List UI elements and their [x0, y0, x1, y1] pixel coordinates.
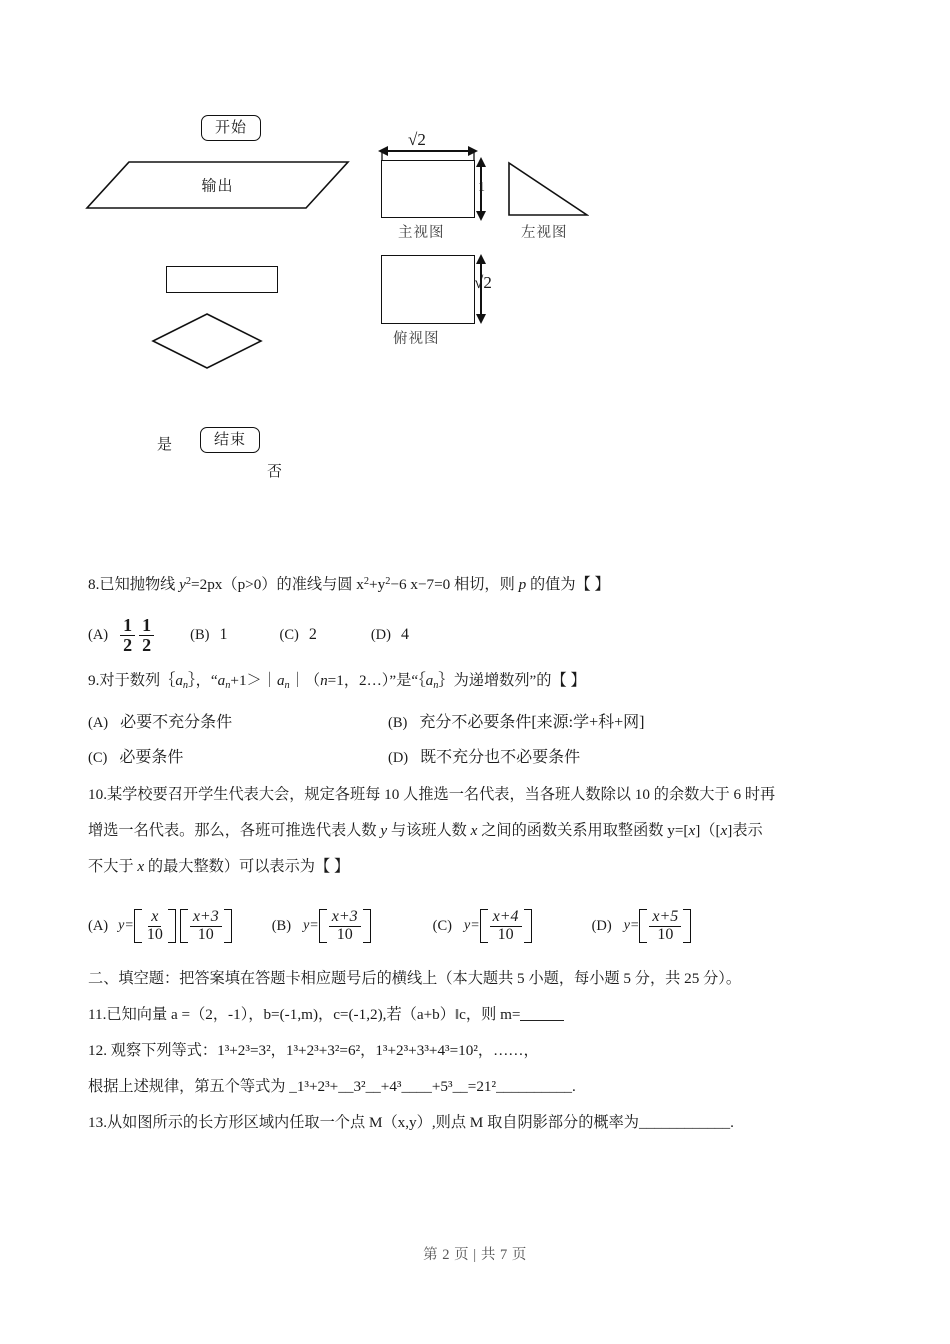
question-10	[88, 777, 878, 955]
q10-l2-x2: x	[688, 822, 696, 840]
flowchart-decision-diamond	[151, 312, 263, 370]
question-12-line-2: 根据上述规律，第五个等式为 _1³+2³+__3²__+4³____+5³__=21²__________.	[88, 1078, 576, 1096]
q9-a3: a	[276, 672, 285, 690]
question-8-options	[88, 612, 878, 658]
q9-a1: a	[175, 672, 183, 690]
q9-n1: n	[182, 680, 189, 692]
q9-option-d	[388, 744, 580, 767]
q8-mid3: −6 x−7=0 相切，则	[390, 576, 519, 594]
q10-option-c	[433, 909, 532, 944]
q10-b-frac-den: 10	[336, 925, 353, 943]
q10-a-frac2-num: x+3	[190, 909, 222, 927]
bracket-right	[524, 909, 532, 944]
q10-option-a-tag: (A)	[88, 917, 109, 934]
bracket-left	[319, 909, 327, 944]
q10-option-c-tag: (C)	[432, 917, 452, 934]
question-9-stem	[88, 664, 878, 703]
side-view-caption: 左视图	[521, 225, 568, 241]
question-12-line-1: 12. 观察下列等式：1³+2³=3²，1³+2³+3²=6²，1³+2³+3³+4³=10²，……，	[88, 1042, 539, 1060]
q9-p2: ｝，“	[188, 672, 218, 690]
q8-suffix: 的值为【 】	[526, 576, 610, 594]
front-view-width-label: √2	[408, 130, 426, 149]
q10-option-d-tag: (D)	[591, 917, 612, 934]
bracket-right	[168, 909, 176, 944]
q10-d-frac-den: 10	[657, 925, 674, 943]
flowchart-end-label: 结束	[213, 431, 246, 448]
q10-c-frac-num: x+4	[490, 909, 522, 927]
q8-option-a-tag: (A)	[88, 626, 109, 643]
question-9-options-row-2	[88, 738, 878, 773]
q10-a-frac2	[190, 909, 222, 944]
q8-option-a-frac2	[139, 616, 154, 655]
question-8-stem	[88, 565, 878, 602]
q8-p: p	[518, 576, 527, 594]
question-10-options	[88, 897, 878, 955]
bracket-right	[224, 909, 232, 944]
q10-option-c-lhs: y=	[463, 918, 480, 934]
q8-stem-prefix: 8.已知抛物线	[88, 576, 180, 594]
q10-option-d-lhs: y=	[623, 918, 640, 934]
flowchart-output-label: 输出	[201, 178, 234, 195]
q10-a-frac2-den: 10	[197, 925, 214, 943]
q10-option-a-bracket-1	[134, 909, 176, 944]
q8-option-c-tag: (C)	[279, 626, 299, 643]
flowchart-output-parallelogram	[85, 160, 350, 210]
q10-d-frac	[649, 909, 681, 944]
q8-frac1-den: 2	[123, 634, 133, 655]
q8-frac1-num: 1	[120, 616, 135, 636]
flowchart-start-label: 开始	[214, 119, 247, 136]
q9-p3: +1＞｜	[230, 672, 277, 690]
q10-l2-p2: 与该班人数	[387, 822, 471, 840]
q10-a-frac1	[144, 909, 166, 944]
bracket-left	[480, 909, 488, 944]
q9-a4: a	[425, 672, 434, 690]
figure-area	[0, 0, 950, 520]
top-view-rect	[381, 255, 475, 324]
q9-p5: =1，2…）”是“｛	[327, 672, 426, 690]
question-9	[88, 664, 878, 773]
q8-option-a-frac1	[120, 616, 135, 655]
q10-option-a-lhs: y=	[118, 918, 134, 934]
q9-p6: ｝为递增数列”的【 】	[438, 672, 586, 690]
q10-l2-y: y	[380, 822, 388, 840]
q9-option-c	[88, 744, 388, 767]
q9-option-b-text: 充分不必要条件[来源:学+科+网]	[419, 714, 645, 732]
question-9-options-row-1	[88, 703, 878, 738]
q8-frac2-num: 1	[139, 616, 154, 636]
question-11-text: 11.已知向量 a =（2，-1），b=(-1,m)，c=(-1,2),若（a+b）‖c，则 m=	[88, 1006, 521, 1024]
top-view-height-label: √2	[474, 273, 492, 292]
bracket-right	[683, 909, 691, 944]
q8-mid2: +y	[369, 576, 386, 594]
q10-c-frac-den: 10	[497, 925, 514, 943]
q9-n4: n	[433, 680, 439, 692]
q10-l2-p4: ]（[	[695, 822, 721, 840]
question-13: 13.从如图所示的长方形区域内任取一个点 M（x,y）,则点 M 取自阴影部分的概率为____________.	[88, 1114, 734, 1132]
q8-option-b-tag: (B)	[190, 626, 210, 643]
q10-option-d	[592, 909, 692, 944]
q10-option-a-bracket-2	[180, 909, 232, 944]
q10-l3-p1: 不大于	[88, 858, 138, 876]
page-footer	[0, 1243, 950, 1264]
q8-sup3: 2	[385, 576, 391, 587]
q9-n2: n	[225, 680, 231, 692]
q8-sup1: 2	[185, 576, 192, 587]
q8-y: y	[179, 576, 186, 594]
q9-p1: 9.对于数列｛	[88, 672, 176, 690]
q10-option-c-bracket	[480, 909, 532, 944]
front-view-height-label: 1	[478, 180, 485, 195]
bracket-left	[134, 909, 142, 944]
q10-option-b-bracket	[319, 909, 371, 944]
q9-option-c-tag: (C)	[88, 750, 108, 767]
flowchart-end-terminator	[200, 427, 260, 453]
q8-frac2-den: 2	[142, 634, 152, 655]
q10-l2-x3: x	[720, 822, 728, 840]
q9-n3: n	[284, 680, 290, 692]
bracket-right	[363, 909, 371, 944]
flowchart-no-label: 否	[267, 464, 284, 480]
q10-d-frac-num: x+5	[649, 909, 681, 927]
q9-p4: ｜（	[289, 672, 321, 690]
q10-l2-p1: 增选一名代表。那么，各班可推选代表人数	[88, 822, 381, 840]
bracket-left	[180, 909, 188, 944]
flowchart-yes-label: 是	[157, 437, 174, 453]
q8-option-d-value: 4	[400, 626, 409, 644]
q10-l3-p2: 的最大整数）可以表示为【 】	[144, 858, 350, 876]
q8-option-b-value: 1	[219, 626, 228, 644]
q10-l2-p3: 之间的函数关系用取整函数 y=[	[477, 822, 689, 840]
q10-l2-p5: ]表示	[727, 822, 763, 840]
bracket-left	[639, 909, 647, 944]
q10-l2-x: x	[470, 822, 478, 840]
questions-body	[88, 565, 878, 1141]
q9-option-a	[88, 709, 388, 732]
q9-option-a-text: 必要不充分条件	[120, 714, 233, 732]
q10-option-d-bracket	[639, 909, 691, 944]
q9-option-a-tag: (A)	[88, 715, 109, 732]
front-view-width-arrow	[376, 140, 480, 162]
question-11-answer-blank[interactable]	[520, 1020, 564, 1021]
front-view-caption: 主视图	[398, 225, 445, 241]
q10-option-b-lhs: y=	[303, 918, 319, 934]
q8-option-c-value: 2	[308, 626, 317, 644]
q8-mid: =2px（p>0）的准线与圆 x	[191, 576, 364, 594]
q10-option-b-tag: (B)	[271, 917, 292, 934]
question-11	[88, 997, 878, 1033]
q9-option-d-text: 既不充分也不必要条件	[420, 749, 581, 767]
q10-option-a	[88, 909, 232, 944]
q10-b-frac	[329, 909, 361, 944]
q9-nvar: n	[320, 672, 328, 690]
q9-option-c-text: 必要条件	[119, 749, 184, 767]
q9-a2: a	[217, 672, 226, 690]
front-view-rect	[381, 160, 475, 218]
q10-c-frac	[490, 909, 522, 944]
side-view-triangle	[507, 161, 589, 217]
flowchart-start-terminator	[201, 115, 261, 141]
flowchart-process-rect	[166, 266, 278, 293]
q10-l3-x: x	[137, 858, 145, 876]
q9-option-b	[388, 709, 645, 732]
top-view-caption: 俯视图	[393, 331, 440, 347]
q10-a-frac1-den: 10	[146, 925, 163, 943]
q10-option-b	[272, 909, 371, 944]
q10-b-frac-num: x+3	[329, 909, 361, 927]
q9-option-b-tag: (B)	[388, 715, 408, 732]
question-10-line-2	[88, 813, 878, 849]
q8-option-d-tag: (D)	[370, 626, 391, 643]
question-10-line-1: 10.某学校要召开学生代表大会，规定各班每 10 人推选一名代表，当各班人数除以 10 的余数大于 6 时再	[88, 786, 776, 804]
q9-option-d-tag: (D)	[388, 750, 409, 767]
diamond-shape	[151, 312, 263, 370]
page-number-text: 第 2 页 | 共 7 页	[423, 1247, 527, 1263]
question-8	[88, 565, 878, 658]
question-10-line-3	[88, 849, 878, 885]
q8-sup2: 2	[363, 576, 370, 587]
section-2-heading: 二、填空题：把答案填在答题卡相应题号后的横线上（本大题共 5 小题，每小题 5 分，共 25 分）。	[88, 970, 742, 988]
q10-a-frac1-num: x	[148, 909, 161, 927]
